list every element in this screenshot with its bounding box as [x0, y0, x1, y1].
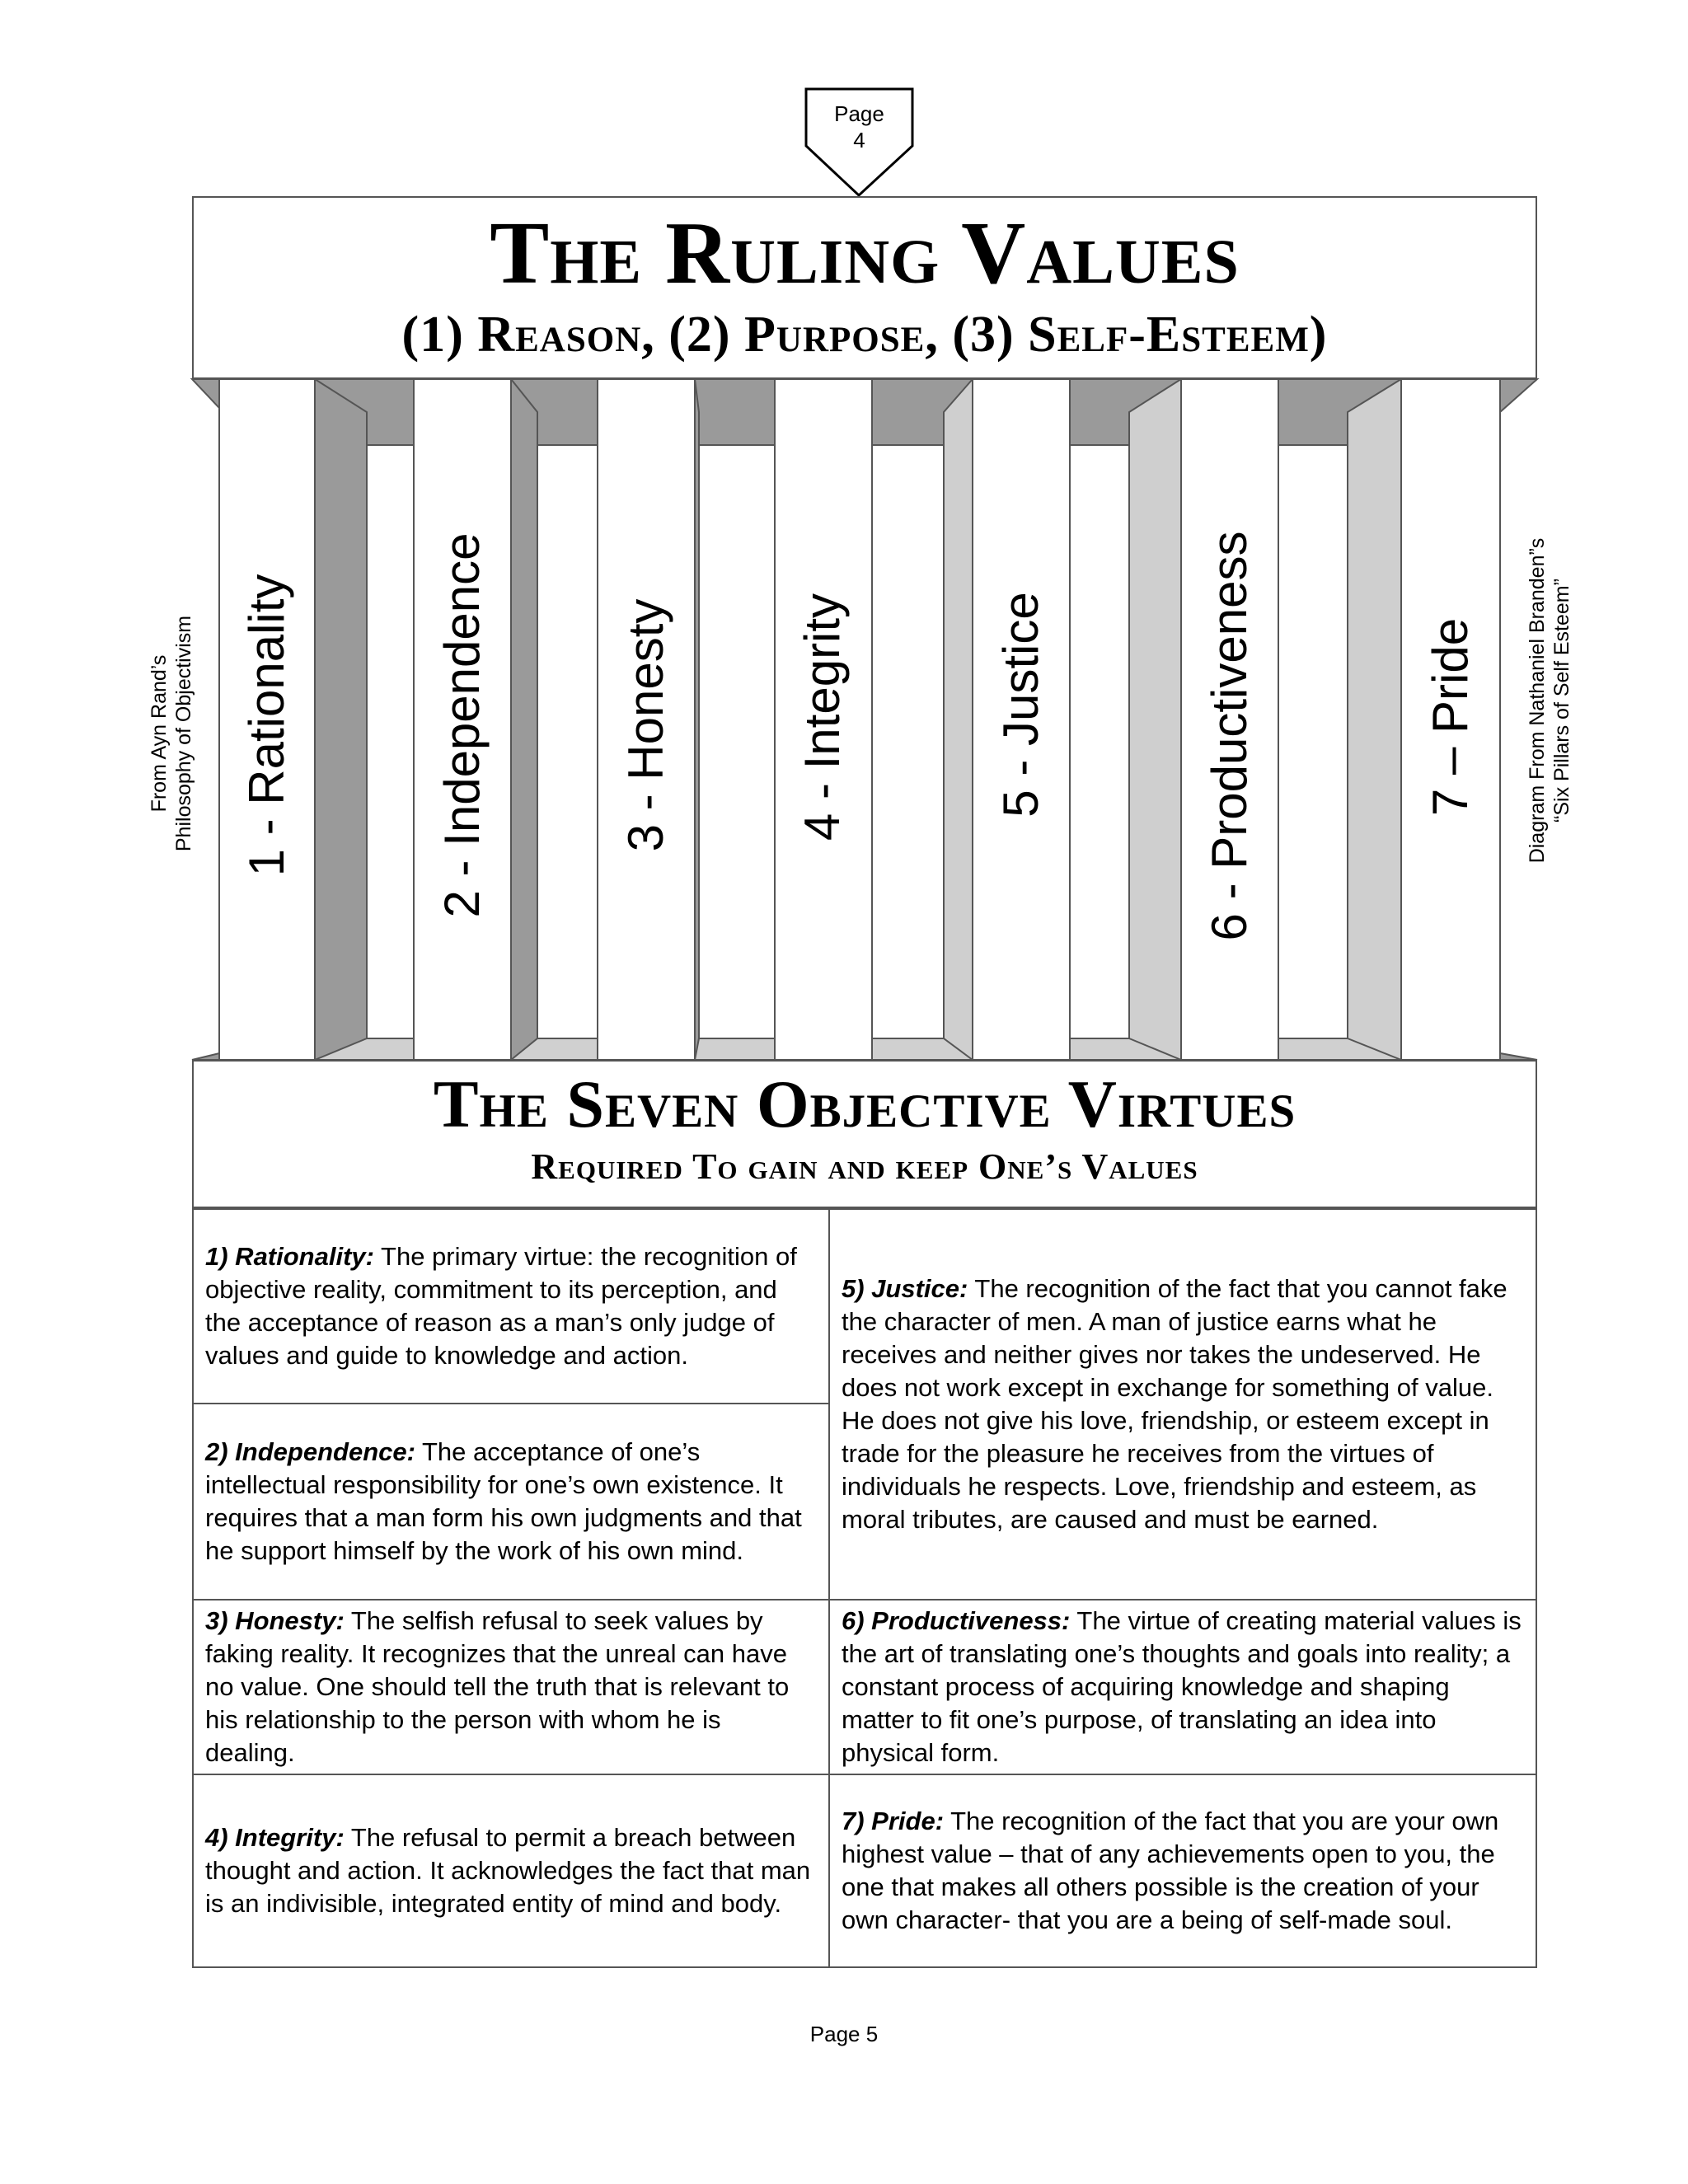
virtue-name: 7) Pride: — [842, 1807, 945, 1835]
virtue-text: The recognition of the fact that you cannot fake the character of men. A man of justice earns what he receives and neither gives nor takes the undeserved. He does not work except in exchange for something of value. He does not give his love, friendship, or esteem except in trade for the pleasure he receives from the virtues of individuals he respects. Love, friendship and esteem, as moral tributes, are caused and must be earned. — [842, 1274, 1507, 1534]
right-note-line1: Diagram From Nathaniel Branden”s — [1526, 537, 1549, 864]
virtue-cell-rationality — [194, 1210, 828, 1403]
right-note-line2: “Six Pillars of Self Esteem” — [1550, 579, 1573, 823]
pillar-label-integrity: 4 - Integrity — [795, 593, 850, 841]
virtues-header — [192, 1060, 1537, 1208]
right-source-note — [1525, 538, 1574, 864]
left-source-note — [147, 616, 196, 851]
shadow-6 — [1348, 379, 1401, 1060]
virtue-cell-integrity — [194, 1775, 828, 1966]
virtue-text: The refusal to permit a breach between thought and action. It acknowledges the fact that man is an indivisible, integrated entity of mind and body. — [205, 1823, 811, 1918]
virtue-name: 3) Honesty: — [205, 1606, 345, 1635]
pillar-label-independence: 2 - Independence — [434, 532, 490, 918]
virtue-name: 5) Justice: — [842, 1274, 968, 1303]
virtue-name: 1) Rationality: — [205, 1242, 374, 1271]
pillar-label-honesty: 3 - Honesty — [618, 598, 673, 852]
virtue-cell-justice — [830, 1210, 1536, 1599]
virtues-table — [192, 1208, 1537, 1968]
pillar-label-justice: 5 - Justice — [993, 592, 1048, 818]
pillar-label-pride: 7 – Pride — [1423, 617, 1478, 817]
page-tag-line1: Page — [834, 101, 884, 126]
shadow-4 — [944, 379, 973, 1060]
virtue-text: The virtue of creating material values is the art of translating one’s thoughts and goals into reality; a constant process of acquiring knowledge and shaping matter to fit one’s purpose, of translating an idea into physical form. — [842, 1606, 1522, 1767]
virtue-name: 6) Productiveness: — [842, 1606, 1071, 1635]
page-tag-line2: 4 — [853, 128, 865, 152]
virtue-text: The selfish refusal to seek values by faking reality. It recognizes that the unreal can have no value. One should tell the truth that is relevant to his relationship to the person with whom he is dealing. — [205, 1606, 790, 1767]
page-footer: Page 5 — [809, 2022, 879, 2046]
virtue-text: The recognition of the fact that you are your own highest value – that of any achievements open to you, the one that makes all others possible is the creation of your own character- that you are a being of self-made soul. — [842, 1807, 1499, 1934]
virtue-name: 2) Independence: — [205, 1437, 415, 1466]
virtue-cell-pride — [830, 1775, 1536, 1966]
shadow-5 — [1129, 379, 1181, 1060]
virtues-title: The Seven Objective Virtues — [433, 1066, 1296, 1141]
left-note-line2: Philosophy of Objectivism — [172, 615, 195, 852]
shadow-1 — [315, 379, 367, 1060]
main-subtitle: (1) Reason, (2) Purpose, (3) Self-Esteem) — [401, 307, 1328, 363]
pillar-label-rationality: 1 - Rationality — [239, 574, 294, 877]
virtue-text: The primary virtue: the recognition of objective reality, commitment to its perception, and the acceptance of reason as a man’s only judge of values and guide to knowledge and action. — [205, 1242, 797, 1370]
virtue-name: 4) Integrity: — [205, 1823, 345, 1852]
virtue-cell-productiveness — [830, 1601, 1536, 1774]
ruling-values-header — [192, 196, 1537, 379]
virtues-subtitle: Required To gain and keep One’s Values — [531, 1146, 1198, 1187]
pillar-label-productiveness: 6 - Productiveness — [1202, 531, 1257, 941]
virtue-cell-honesty — [194, 1601, 828, 1774]
main-title: The Ruling Values — [490, 204, 1240, 302]
virtue-cell-independence — [194, 1404, 828, 1599]
shadow-2 — [511, 379, 537, 1060]
left-note-line1: From Ayn Rand’s — [148, 654, 171, 813]
virtue-text: The acceptance of one’s intellectual responsibility for one’s own existence. It requires that a man form his own judgments and that he support himself by the work of his own mind. — [205, 1437, 802, 1565]
